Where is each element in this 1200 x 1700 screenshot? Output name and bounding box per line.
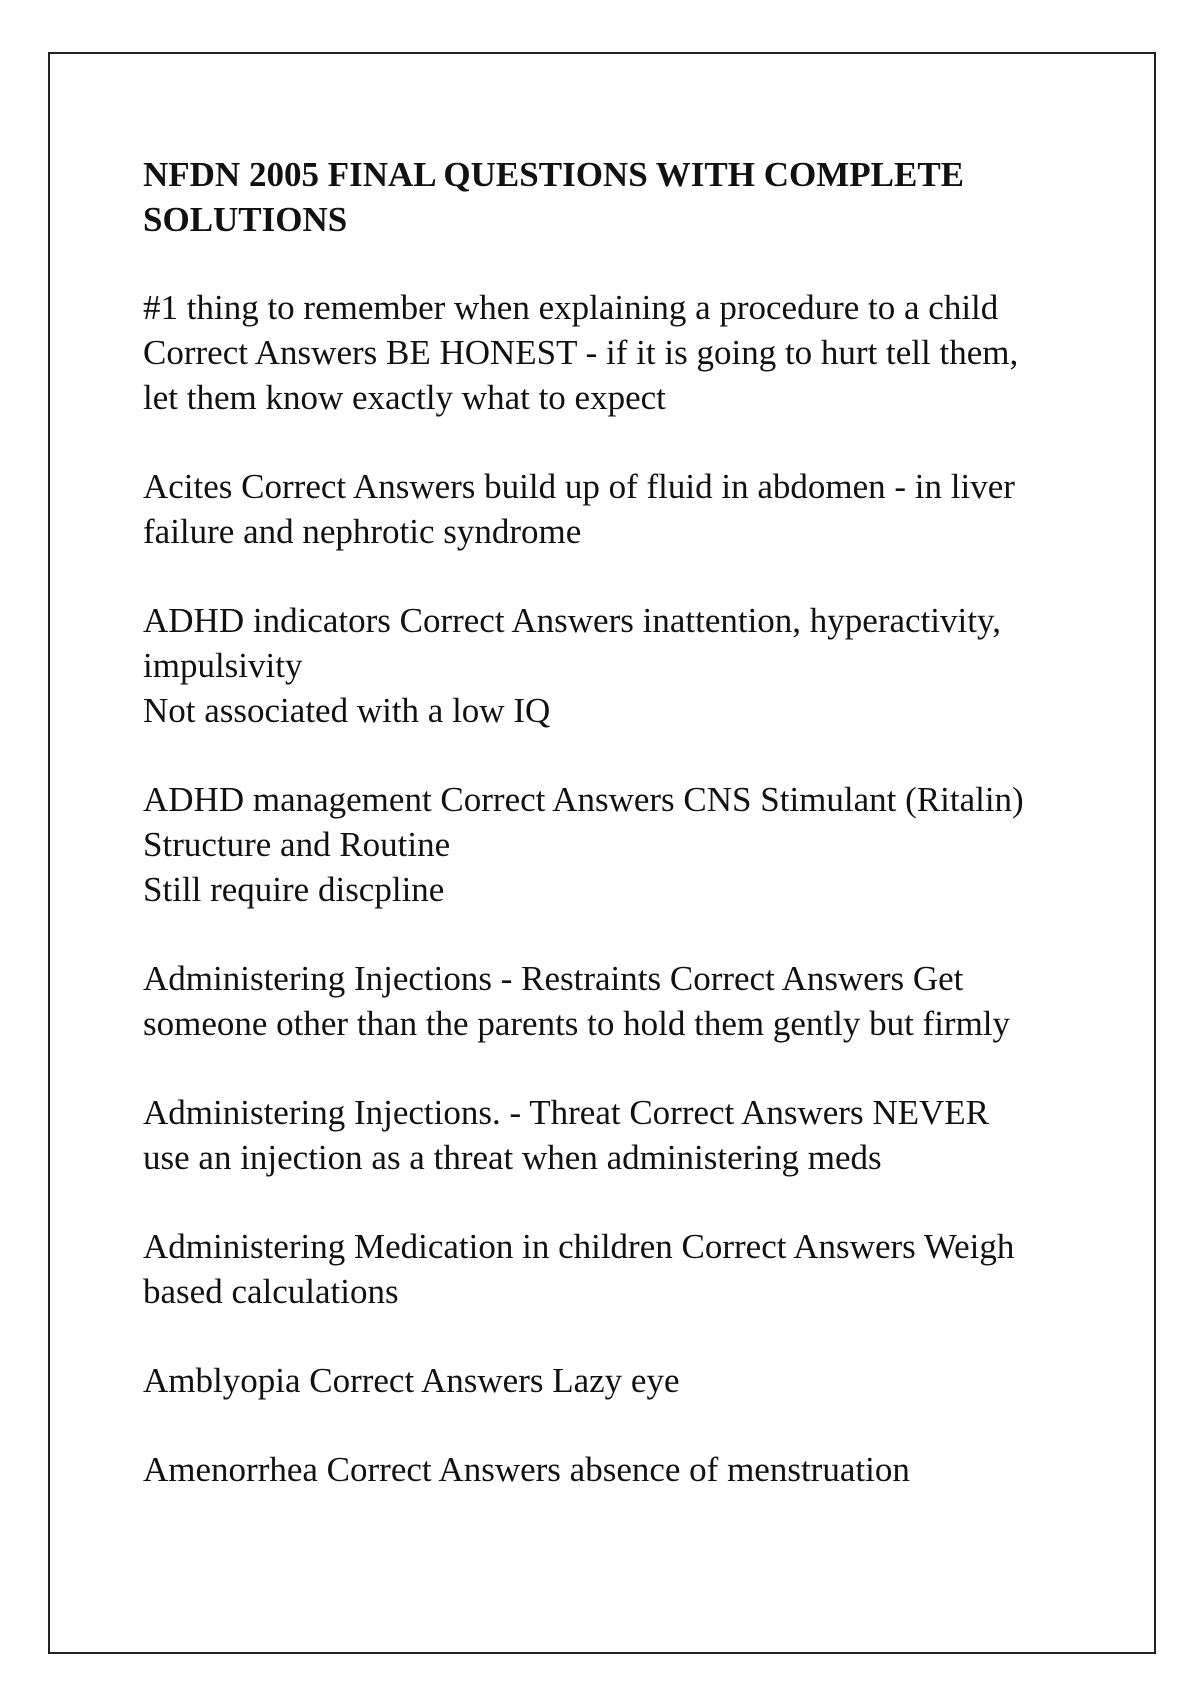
entry-line: Administering Medication in children Correct Answers Weigh: [143, 1227, 1015, 1266]
qa-entry: [143, 777, 1063, 912]
document-body: [143, 152, 1063, 1536]
qa-entry: [143, 956, 1063, 1046]
entry-line: Acites Correct Answers build up of fluid in abdomen - in liver: [143, 467, 1015, 506]
qa-entry: [143, 285, 1063, 420]
entry-line: failure and nephrotic syndrome: [143, 512, 582, 551]
entry-line: based calculations: [143, 1272, 399, 1311]
entry-line: let them know exactly what to expect: [143, 378, 666, 417]
qa-entry: [143, 598, 1063, 733]
entry-line: #1 thing to remember when explaining a procedure to a child: [143, 288, 999, 327]
qa-entry: [143, 1224, 1063, 1314]
entry-line: ADHD management Correct Answers CNS Stimulant (Ritalin): [143, 780, 1024, 819]
entry-line: someone other than the parents to hold them gently but firmly: [143, 1004, 1011, 1043]
qa-entry: [143, 1090, 1063, 1180]
entry-line: Not associated with a low IQ: [143, 691, 551, 730]
entry-line: Administering Injections. - Threat Correct Answers NEVER: [143, 1093, 989, 1132]
entry-line: Correct Answers BE HONEST - if it is going to hurt tell them,: [143, 333, 1019, 372]
entry-line: Structure and Routine: [143, 825, 451, 864]
entry-line: Amblyopia Correct Answers Lazy eye: [143, 1361, 680, 1400]
qa-entry: [143, 1447, 1063, 1492]
document-title: NFDN 2005 FINAL QUESTIONS WITH COMPLETE SOLUTIONS: [143, 155, 965, 239]
entry-line: Still require discpline: [143, 870, 445, 909]
entry-line: impulsivity: [143, 646, 303, 685]
entry-line: use an injection as a threat when administering meds: [143, 1138, 882, 1177]
qa-entry: [143, 1358, 1063, 1403]
entry-line: Administering Injections - Restraints Correct Answers Get: [143, 959, 964, 998]
qa-entry: [143, 464, 1063, 554]
entry-line: ADHD indicators Correct Answers inattention, hyperactivity,: [143, 601, 1001, 640]
entry-line: Amenorrhea Correct Answers absence of menstruation: [143, 1450, 910, 1489]
